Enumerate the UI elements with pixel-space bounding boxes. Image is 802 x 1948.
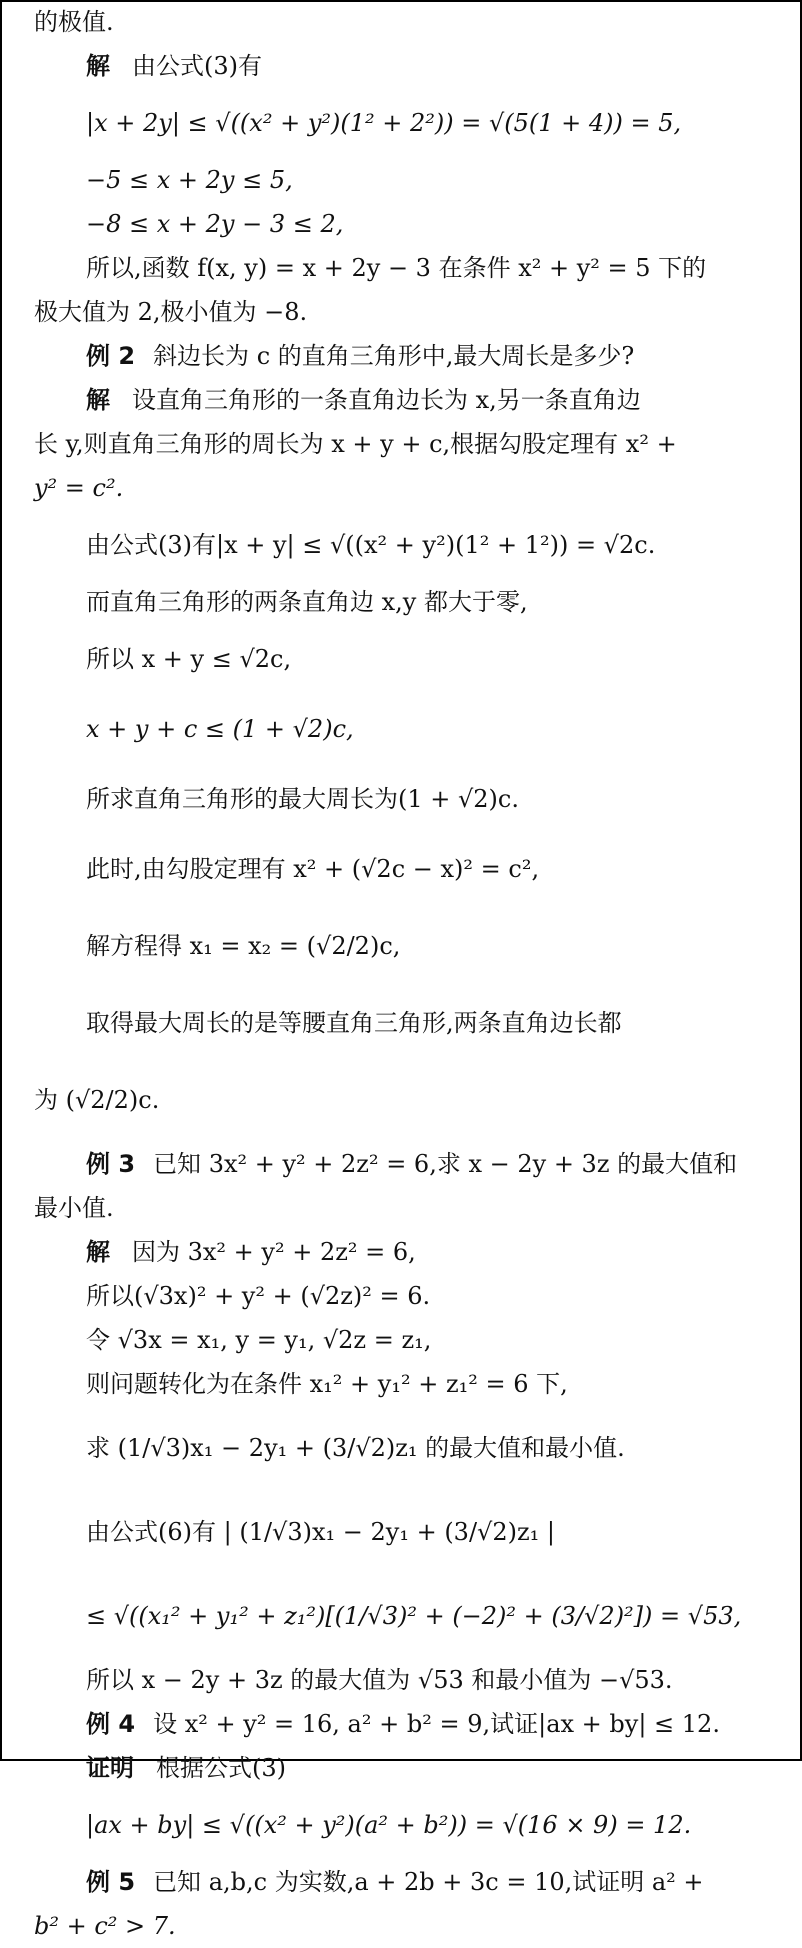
formula-line: 求 (1/√3)x₁ − 2y₁ + (3/√2)z₁ 的最大值和最小值. — [86, 1434, 625, 1462]
solution-heading: 解 由公式(3)有 — [86, 52, 262, 80]
formula-line: 由公式(3)有|x + y| ≤ √((x² + y²)(1² + 1²)) = √2c. — [86, 531, 656, 559]
formula-line: 所以(√3x)² + y² + (√2z)² = 6. — [86, 1282, 431, 1310]
example-heading: 例 4 设 x² + y² = 16, a² + b² = 9,试证|ax + by| ≤ 12. — [86, 1710, 720, 1738]
text-line: 为 (√2/2)c. — [34, 1086, 160, 1114]
formula-line: 解方程得 x₁ = x₂ = (√2/2)c, — [86, 932, 401, 960]
formula-line: ≤ √((x₁² + y₁² + z₁²)[(1/√3)² + (−2)² + (3/√2)²]) = √53, — [86, 1602, 742, 1630]
text-line: 所以 x − 2y + 3z 的最大值为 √53 和最小值为 −√53. — [86, 1666, 673, 1694]
text-line: 最小值. — [34, 1194, 114, 1222]
formula-line: 所以 x + y ≤ √2c, — [86, 645, 292, 673]
text-line: 则问题转化为在条件 x₁² + y₁² + z₁² = 6 下, — [86, 1370, 568, 1398]
text-line: b² + c² > 7. — [34, 1912, 176, 1940]
formula-line: x + y + c ≤ (1 + √2)c, — [86, 715, 354, 743]
text-line: 所求直角三角形的最大周长为(1 + √2)c. — [86, 785, 519, 813]
proof-heading: 证明 根据公式(3) — [86, 1754, 286, 1782]
formula-line: −8 ≤ x + 2y − 3 ≤ 2, — [86, 210, 344, 238]
solution-heading: 解 因为 3x² + y² + 2z² = 6, — [86, 1238, 416, 1266]
formula-line: 由公式(6)有 | (1/√3)x₁ − 2y₁ + (3/√2)z₁ | — [86, 1518, 555, 1546]
formula-line: −5 ≤ x + 2y ≤ 5, — [86, 166, 293, 194]
text-line: 而直角三角形的两条直角边 x,y 都大于零, — [86, 588, 528, 616]
solution-heading: 解 设直角三角形的一条直角边长为 x,另一条直角边 — [86, 386, 641, 414]
formula-line: 此时,由勾股定理有 x² + (√2c − x)² = c², — [86, 855, 540, 883]
example-heading: 例 5 已知 a,b,c 为实数,a + 2b + 3c = 10,试证明 a² + — [86, 1868, 704, 1896]
page-border-left — [0, 0, 2, 1761]
formula-line: |x + 2y| ≤ √((x² + y²)(1² + 2²)) = √(5(1 + 4)) = 5, — [86, 109, 682, 137]
text-line: 取得最大周长的是等腰直角三角形,两条直角边长都 — [86, 1009, 622, 1037]
text-line: 所以,函数 f(x, y) = x + 2y − 3 在条件 x² + y² = 5 下的 — [86, 254, 707, 282]
text-line: 长 y,则直角三角形的周长为 x + y + c,根据勾股定理有 x² + — [34, 430, 677, 458]
text-line: y² = c². — [34, 474, 124, 502]
example-heading: 例 3 已知 3x² + y² + 2z² = 6,求 x − 2y + 3z 的最大值和 — [86, 1150, 738, 1178]
text-line: 极大值为 2,极小值为 −8. — [34, 298, 308, 326]
text-line: 的极值. — [34, 8, 114, 36]
example-heading: 例 2 斜边长为 c 的直角三角形中,最大周长是多少? — [86, 342, 635, 370]
formula-line: |ax + by| ≤ √((x² + y²)(a² + b²)) = √(16 × 9) = 12. — [86, 1811, 692, 1839]
formula-line: 令 √3x = x₁, y = y₁, √2z = z₁, — [86, 1326, 432, 1354]
